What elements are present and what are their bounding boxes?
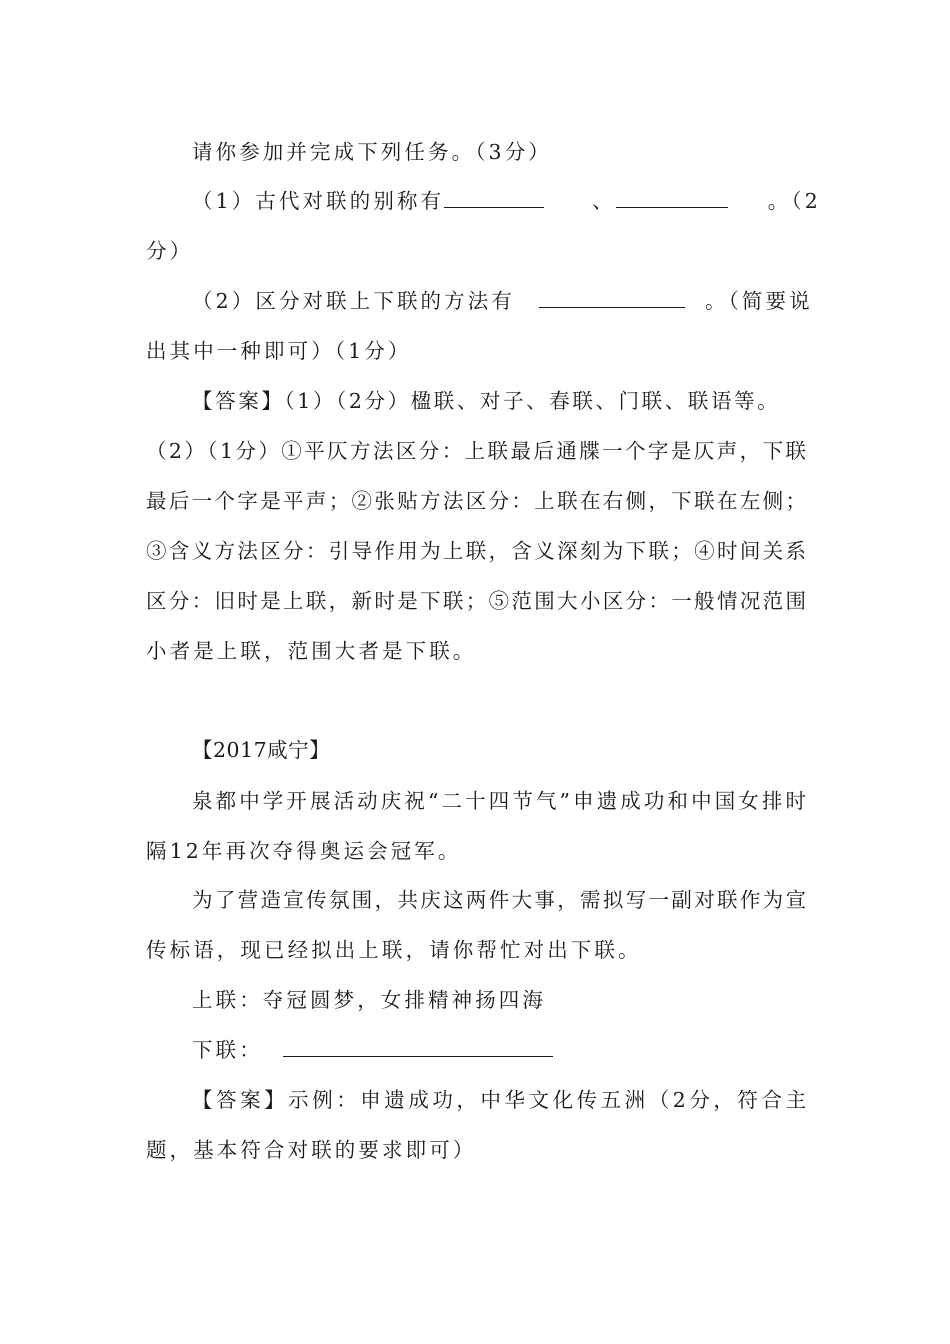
question-2-suffix: 。（简要说 xyxy=(704,289,813,313)
question-1-blank-2[interactable] xyxy=(616,187,728,208)
answer-line: （2）（1分）①平仄方法区分：上联最后通牒一个字是仄声，下联 xyxy=(146,439,806,463)
question-2-continuation: 出其中一种即可）（1分） xyxy=(146,339,412,363)
answer-2-line-1: 【答案】示例：申遗成功，中华文化传五洲（2分，符合主 xyxy=(192,1088,806,1112)
section-heading: 【2017咸宁】 xyxy=(192,738,331,762)
answer-line: ③含义方法区分：引导作用为上联，含义深刻为下联；④时间关系 xyxy=(146,539,806,563)
lower-couplet-label: 下联： xyxy=(192,1038,263,1062)
task-intro: 请你参加并完成下列任务。（3分） xyxy=(192,140,552,164)
question-1-blank-1[interactable] xyxy=(444,187,544,208)
paragraph-1-line-1: 泉都中学开展活动庆祝“二十四节气”申遗成功和中国女排时 xyxy=(192,789,806,813)
question-1-separator: 、 xyxy=(592,189,616,213)
question-2-blank[interactable] xyxy=(539,287,685,308)
paragraph-2-line-1: 为了营造宣传氛围，共庆这两件大事，需拟写一副对联作为宣 xyxy=(192,888,806,912)
lower-couplet xyxy=(192,1035,852,1065)
answer-line: 最后一个字是平声；②张贴方法区分：上联在右侧，下联在左侧； xyxy=(146,489,806,513)
question-1-continuation: 分） xyxy=(146,239,194,263)
lower-couplet-blank[interactable] xyxy=(283,1036,553,1057)
paragraph-2-line-2: 传标语，现已经拟出上联，请你帮忙对出下联。 xyxy=(146,938,642,962)
answer-line: 小者是上联，范围大者是下联。 xyxy=(146,639,477,663)
answer-2-line-2: 题，基本符合对联的要求即可） xyxy=(146,1138,477,1162)
question-2-prefix: （2）区分对联上下联的方法有 xyxy=(192,289,515,313)
question-1-prefix: （1）古代对联的别称有 xyxy=(192,189,445,213)
paragraph-1-line-2: 隔12年再次夺得奥运会冠军。 xyxy=(146,839,462,863)
upper-couplet: 上联：夺冠圆梦，女排精神扬四海 xyxy=(192,988,546,1012)
question-1 xyxy=(192,186,852,216)
question-1-suffix: 。（2 xyxy=(767,189,821,213)
question-2 xyxy=(192,286,852,316)
answer-line: 区分：旧时是上联，新时是下联；⑤范围大小区分：一般情况范围 xyxy=(146,589,806,613)
answer-line: 【答案】（1）（2分）楹联、对子、春联、门联、联语等。 xyxy=(192,389,781,413)
